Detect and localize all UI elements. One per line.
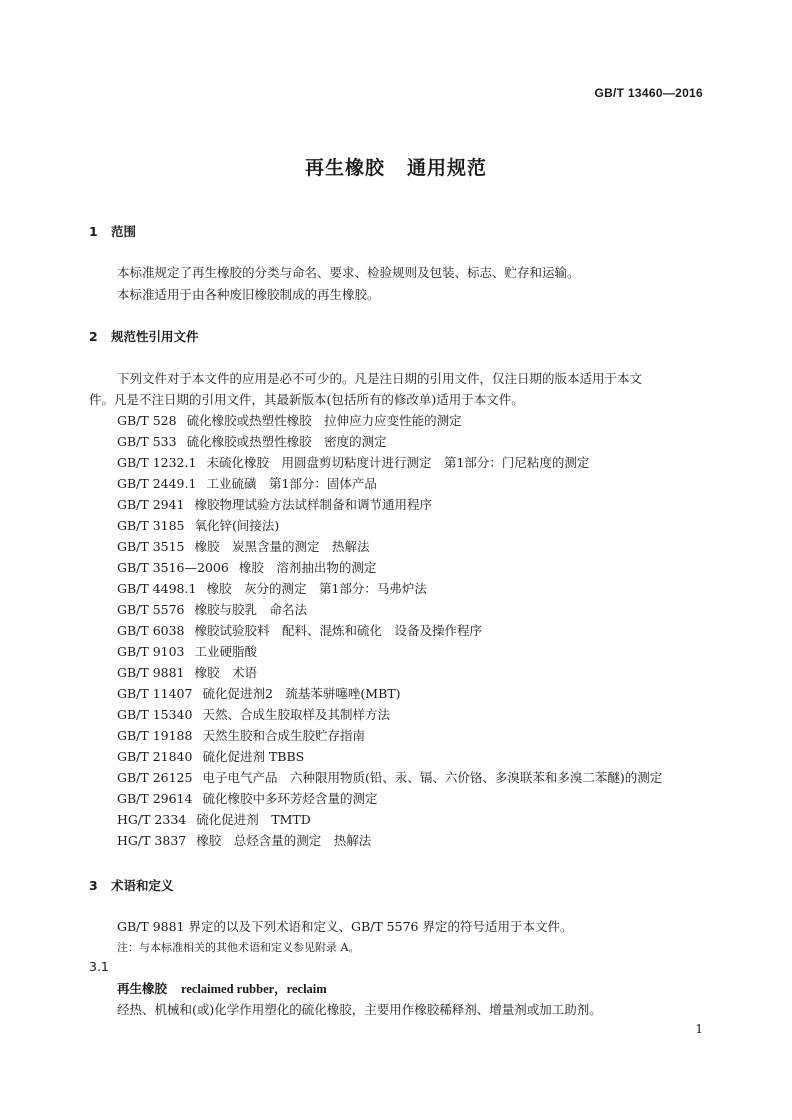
reference-code: GB/T 3516—2006 xyxy=(117,560,229,575)
term-number: 3.1 xyxy=(89,959,109,974)
section-2-heading xyxy=(89,327,199,345)
section-1-para-1: 本标准规定了再生橡胶的分类与命名、要求、检验规则及包装、标志、贮存和运输。 xyxy=(117,265,580,280)
reference-item xyxy=(117,831,371,849)
section-2-intro-line-1: 下列文件对于本文件的应用是必不可少的。凡是注日期的引用文件，仅注日期的版本适用于本文 xyxy=(117,371,643,386)
section-number: 1 xyxy=(89,224,98,239)
reference-code: GB/T 3515 xyxy=(117,539,185,554)
reference-code: GB/T 26125 xyxy=(117,770,193,785)
reference-title: 橡胶 溶剂抽出物的测定 xyxy=(238,560,377,575)
reference-item xyxy=(117,411,462,429)
standard-code: GB/T 13460—2016 xyxy=(594,86,703,100)
section-3-heading xyxy=(89,876,174,894)
reference-item xyxy=(117,600,307,618)
reference-title: 橡胶 灰分的测定 第1部分：马弗炉法 xyxy=(206,581,427,596)
reference-title: 橡胶 术语 xyxy=(194,665,258,680)
section-title: 范围 xyxy=(111,224,137,239)
reference-code: GB/T 5576 xyxy=(117,602,185,617)
reference-title: 未硫化橡胶 用圆盘剪切粘度计进行测定 第1部分：门尼粘度的测定 xyxy=(206,455,590,470)
reference-code: GB/T 15340 xyxy=(117,707,193,722)
reference-item xyxy=(117,705,390,723)
reference-item xyxy=(117,558,376,576)
reference-code: GB/T 9881 xyxy=(117,665,185,680)
reference-item xyxy=(117,495,432,513)
term-chinese: 再生橡胶 xyxy=(117,981,168,996)
term-english: reclaimed rubber，reclaim xyxy=(181,982,327,996)
reference-title: 橡胶物理试验方法试样制备和调节通用程序 xyxy=(194,497,433,512)
document-title xyxy=(0,153,792,180)
reference-item xyxy=(117,537,370,555)
reference-code: GB/T 533 xyxy=(117,434,177,449)
section-2-intro-line-2: 件。凡是不注日期的引用文件，其最新版本(包括所有的修改单)适用于本文件。 xyxy=(89,392,524,407)
reference-code: HG/T 2334 xyxy=(117,812,187,827)
reference-item xyxy=(117,789,377,807)
reference-item xyxy=(117,453,589,471)
section-3-note: 注：与本标准相关的其他术语和定义参见附录 A。 xyxy=(117,941,360,954)
reference-item xyxy=(117,726,365,744)
reference-code: HG/T 3837 xyxy=(117,833,187,848)
reference-title: 橡胶 总烃含量的测定 热解法 xyxy=(196,833,372,848)
reference-code: GB/T 4498.1 xyxy=(117,581,197,596)
reference-item xyxy=(117,747,304,765)
section-title: 规范性引用文件 xyxy=(111,329,199,344)
section-title: 术语和定义 xyxy=(111,878,174,893)
reference-code: GB/T 9103 xyxy=(117,644,185,659)
reference-title: 硫化橡胶或热塑性橡胶 拉伸应力应变性能的测定 xyxy=(186,413,462,428)
reference-title: 硫化促进剂 TMTD xyxy=(196,812,311,827)
reference-title: 橡胶 炭黑含量的测定 热解法 xyxy=(194,539,370,554)
reference-item xyxy=(117,684,401,702)
title-part-1: 再生橡胶 xyxy=(304,157,385,179)
reference-item xyxy=(117,810,311,828)
section-3-para: GB/T 9881 界定的以及下列术语和定义、GB/T 5576 界定的符号适用于本文件。 xyxy=(117,919,573,934)
reference-item xyxy=(117,516,279,534)
section-number: 2 xyxy=(89,329,98,344)
reference-title: 工业硫磺 第1部分：固体产品 xyxy=(206,476,377,491)
reference-item xyxy=(117,474,377,492)
reference-code: GB/T 1232.1 xyxy=(117,455,197,470)
reference-code: GB/T 2449.1 xyxy=(117,476,197,491)
section-1-para-2: 本标准适用于由各种废旧橡胶制成的再生橡胶。 xyxy=(117,287,380,302)
title-part-2: 通用规范 xyxy=(407,157,488,179)
reference-code: GB/T 6038 xyxy=(117,623,185,638)
term-definition: 经热、机械和(或)化学作用塑化的硫化橡胶，主要用作橡胶稀释剂、增量剂或加工助剂。 xyxy=(117,1002,602,1017)
reference-title: 硫化促进剂 TBBS xyxy=(202,749,305,764)
reference-title: 硫化促进剂2 巯基苯骈噻唑(MBT) xyxy=(202,686,401,701)
reference-code: GB/T 2941 xyxy=(117,497,185,512)
reference-title: 天然生胶和合成生胶贮存指南 xyxy=(202,728,365,743)
reference-item xyxy=(117,579,427,597)
reference-title: 电子电气产品 六种限用物质(铅、汞、镉、六价铬、多溴联苯和多溴二苯醚)的测定 xyxy=(202,770,663,785)
reference-item xyxy=(117,432,387,450)
reference-item xyxy=(117,642,257,660)
reference-code: GB/T 29614 xyxy=(117,791,193,806)
reference-title: 橡胶与胶乳 命名法 xyxy=(194,602,308,617)
reference-item xyxy=(117,663,257,681)
reference-code: GB/T 21840 xyxy=(117,749,193,764)
page-number: 1 xyxy=(695,1022,703,1036)
section-number: 3 xyxy=(89,878,98,893)
reference-title: 硫化橡胶或热塑性橡胶 密度的测定 xyxy=(186,434,387,449)
reference-title: 橡胶试验胶料 配料、混炼和硫化 设备及操作程序 xyxy=(194,623,483,638)
reference-title: 天然、合成生胶取样及其制样方法 xyxy=(202,707,390,722)
reference-code: GB/T 11407 xyxy=(117,686,193,701)
reference-title: 工业硬脂酸 xyxy=(194,644,258,659)
reference-code: GB/T 19188 xyxy=(117,728,193,743)
reference-title: 氧化锌(间接法) xyxy=(194,518,280,533)
reference-code: GB/T 528 xyxy=(117,413,177,428)
reference-title: 硫化橡胶中多环芳烃含量的测定 xyxy=(202,791,378,806)
reference-item xyxy=(117,768,662,786)
reference-item xyxy=(117,621,482,639)
section-1-heading xyxy=(89,222,136,240)
reference-code: GB/T 3185 xyxy=(117,518,185,533)
term-name xyxy=(117,979,327,997)
